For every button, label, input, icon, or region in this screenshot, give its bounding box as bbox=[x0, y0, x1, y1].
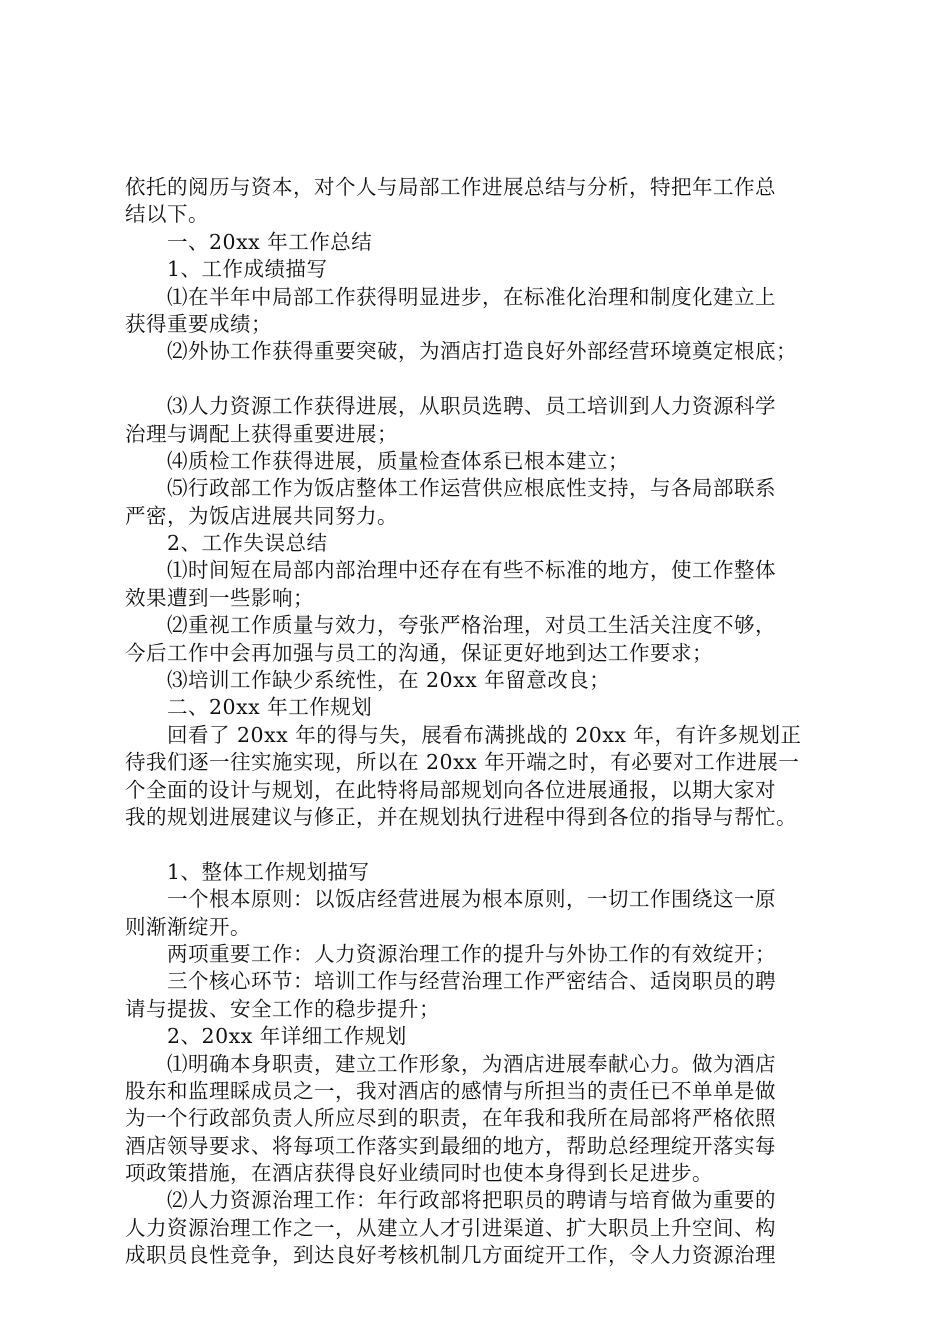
text-line: 回看了 20xx 年的得与失，展看布满挑战的 20xx 年，有许多规划正 bbox=[125, 722, 802, 747]
text-line: 我的规划进展建议与修正，并在规划执行进程中得到各位的指导与帮忙。 bbox=[125, 804, 797, 829]
text-line: 成职员良性竞争，到达良好考核机制几方面绽开工作，令人力资源治理 bbox=[125, 1243, 776, 1268]
text-line: ⑴在半年中局部工作获得明显进步，在标准化治理和制度化建立上 bbox=[125, 284, 776, 309]
text-line: 今后工作中会再加强与员工的沟通，保证更好地到达工作要求； bbox=[125, 640, 713, 665]
text-line: 则渐渐绽开。 bbox=[125, 914, 251, 939]
section-heading: 二、20xx 年工作规划 bbox=[125, 695, 373, 720]
section-heading: 一、20xx 年工作总结 bbox=[125, 229, 373, 254]
text-line: ⑵外协工作获得重要突破，为酒店打造良好外部经营环境奠定根底； bbox=[125, 339, 797, 364]
text-line: 两项重要工作：人力资源治理工作的提升与外协工作的有效绽开； bbox=[125, 941, 776, 966]
text-line: ⑴明确本身职责，建立工作形象，为酒店进展奉献心力。做为酒店 bbox=[125, 1051, 776, 1076]
text-line: 股东和监理睬成员之一，我对酒店的感情与所担当的责任已不单单是做 bbox=[125, 1078, 776, 1103]
text-line: ⑸行政部工作为饭店整体工作运营供应根底性支持，与各局部联系 bbox=[125, 476, 776, 501]
text-line: ⑶人力资源工作获得进展，从职员选聘、员工培训到人力资源科学 bbox=[125, 394, 776, 419]
text-line: ⑴时间短在局部内部治理中还存在有些不标准的地方，使工作整体 bbox=[125, 558, 776, 583]
text-line: 结以下。 bbox=[125, 202, 209, 227]
text-line: 获得重要成绩； bbox=[125, 311, 272, 336]
text-line: 一个根本原则：以饭店经营进展为根本原则，一切工作围绕这一原 bbox=[125, 887, 776, 912]
text-line: 请与提拔、安全工作的稳步提升； bbox=[125, 996, 440, 1021]
subsection-heading: 1、整体工作规划描写 bbox=[125, 859, 370, 884]
text-line: 三个核心环节：培训工作与经营治理工作严密结合、适岗职员的聘 bbox=[125, 969, 776, 994]
text-line: ⑵人力资源治理工作：年行政部将把职员的聘请与培育做为重要的 bbox=[125, 1188, 776, 1213]
blank-line bbox=[125, 366, 840, 393]
text-line: 严密，为饭店进展共同努力。 bbox=[125, 503, 398, 528]
text-line: 治理与调配上获得重要进展； bbox=[125, 421, 398, 446]
document-body bbox=[125, 174, 840, 1270]
text-line: 项政策措施，在酒店获得良好业绩同时也使本身得到长足进步。 bbox=[125, 1161, 713, 1186]
blank-line bbox=[125, 831, 840, 858]
text-line: 个全面的设计与规划，在此特将局部规划向各位进展通报，以期大家对 bbox=[125, 777, 776, 802]
text-line: 人力资源治理工作之一，从建立人才引进渠道、扩大职员上升空间、构 bbox=[125, 1215, 776, 1240]
text-line: ⑵重视工作质量与效力，夸张严格治理，对员工生活关注度不够， bbox=[125, 613, 776, 638]
text-line: 待我们逐一往实施实现，所以在 20xx 年开端之时，有必要对工作进展一 bbox=[125, 750, 800, 775]
text-line: 效果遭到一些影响； bbox=[125, 585, 314, 610]
subsection-heading: 2、工作失误总结 bbox=[125, 531, 328, 556]
text-line: ⑶培训工作缺少系统性，在 20xx 年留意改良； bbox=[125, 668, 611, 693]
text-line: ⑷质检工作获得进展，质量检查体系已根本建立； bbox=[125, 448, 629, 473]
text-line: 为一个行政部负责人所应尽到的职责，在年我和我所在局部将严格依照 bbox=[125, 1106, 776, 1131]
subsection-heading: 2、20xx 年详细工作规划 bbox=[125, 1024, 407, 1049]
text-line: 依托的阅历与资本，对个人与局部工作进展总结与分析，特把年工作总 bbox=[125, 175, 776, 199]
subsection-heading: 1、工作成绩描写 bbox=[125, 257, 328, 282]
text-line: 酒店领导要求、将每项工作落实到最细的地方，帮助总经理绽开落实每 bbox=[125, 1133, 776, 1158]
